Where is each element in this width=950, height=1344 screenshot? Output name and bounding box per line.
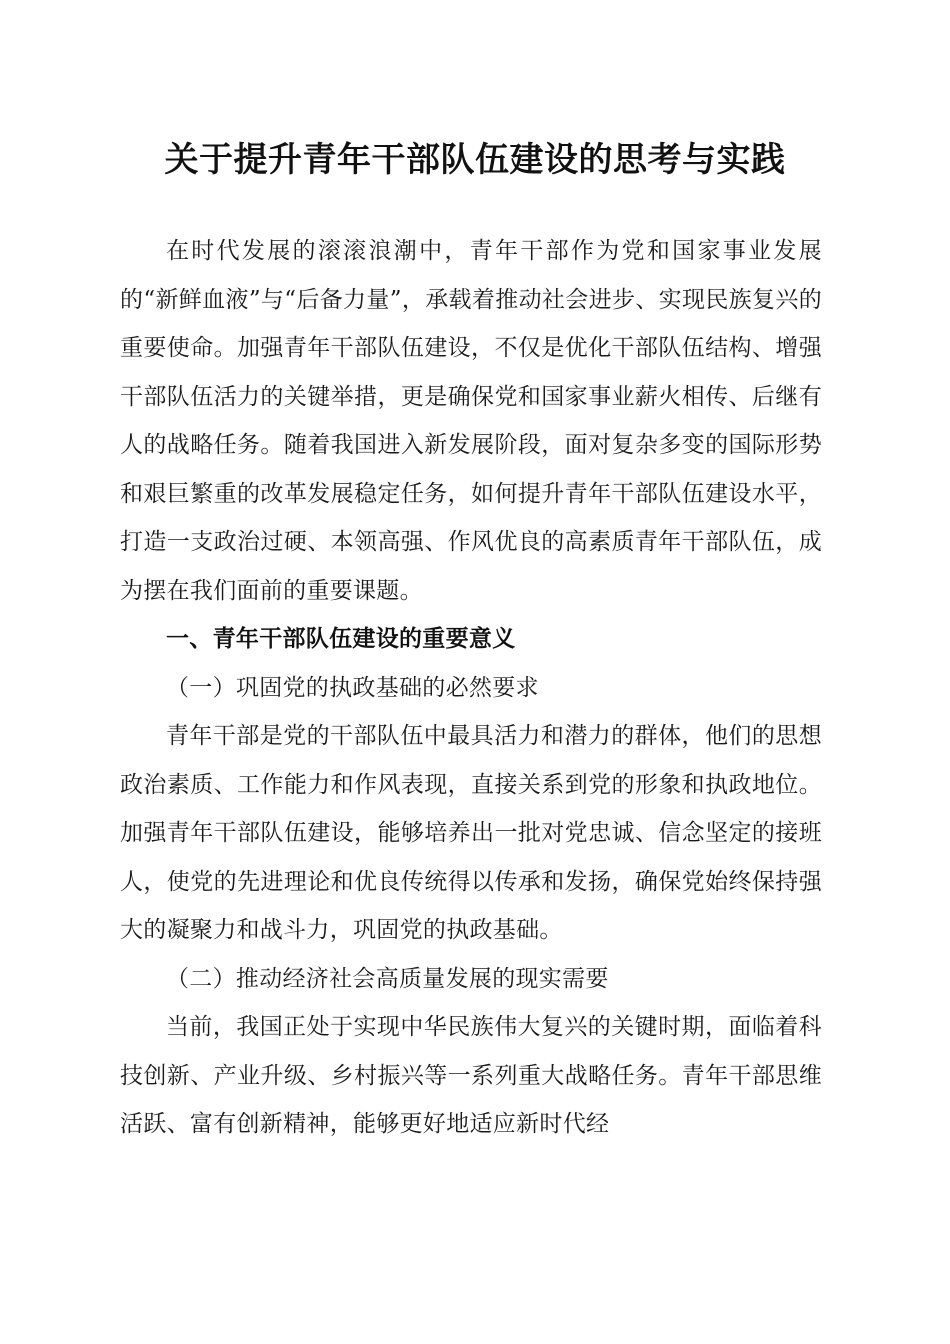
section-heading-1: 一、青年干部队伍建设的重要意义 (166, 626, 516, 652)
subsection-heading-2: （二）推动经济社会高质量发展的现实需要 (166, 965, 609, 992)
document-body (120, 227, 822, 1149)
subsection-heading-1: （一）巩固党的执政基础的必然要求 (166, 674, 539, 701)
subsection-paragraph-1: 青年干部是党的干部队伍中最具活力和潜力的群体，他们的思想政治素质、工作能力和作风表现，直接关系到党的形象和执政地位。加强青年干部队伍建设，能够培养出一批对党忠诚、信念坚定的接班人，使党的先进理论和优良传统得以传承和发扬，确保党始终保持强大的凝聚力和战斗力，巩固党的执政基础。 (120, 723, 822, 943)
subsection-paragraph-2: 当前，我国正处于实现中华民族伟大复兴的关键时期，面临着科技创新、产业升级、乡村振兴等一系列重大战略任务。青年干部思维活跃、富有创新精神，能够更好地适应新时代经 (120, 1014, 822, 1137)
document-title: 关于提升青年干部队伍建设的思考与实践 (164, 140, 786, 180)
intro-paragraph: 在时代发展的滚滚浪潮中，青年干部作为党和国家事业发展的“新鲜血液”与“后备力量”，承载着推动社会进步、实现民族复兴的重要使命。加强青年干部队伍建设，不仅是优化干部队伍结构、增强干部队伍活力的关键举措，更是确保党和国家事业薪火相传、后继有人的战略任务。随着我国进入新发展阶段，面对复杂多变的国际形势和艰巨繁重的改革发展稳定任务，如何提升青年干部队伍建设水平，打造一支政治过硬、本领高强、作风优良的高素质青年干部队伍，成为摆在我们面前的重要课题。 (120, 238, 822, 604)
